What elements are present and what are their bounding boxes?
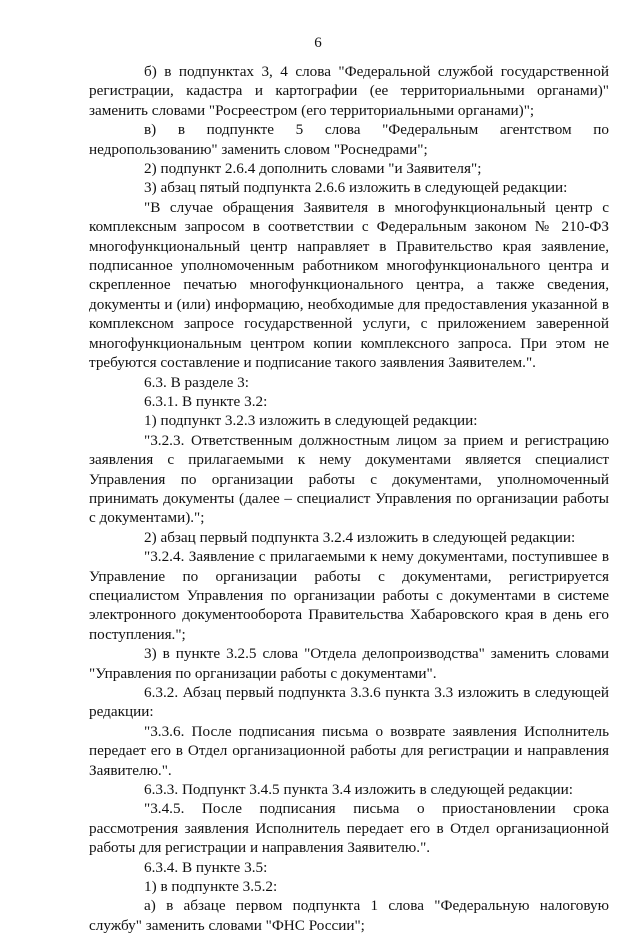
paragraph: "3.2.3. Ответственным должностным лицом за прием и регистрацию заявления с прилагаемыми к нему документами является специалист Управления по организации работы с документами, уполномоченный принимать документы (далее – специалист Управления по организации работы с документами)."; [89,431,609,527]
paragraph: "В случае обращения Заявителя в многофункциональный центр с комплексным запросом в соответствии с Федеральным законом № 210-ФЗ многофункциональный центр направляет в Правительство края заявление, подписанное уполномоченным работником многофункционального центра и скрепленное печатью многофункционального центра, а также сведения, документы и (или) информацию, необходимые для предоставления указанной в комплексном запросе государственной услуги, с приложением заверенной многофункциональным центром копии комплексного запроса. При этом не требуются составление и подписание такого заявления Заявителем.". [89,198,609,372]
paragraph: 3) в пункте 3.2.5 слова "Отдела делопроизводства" заменить словами "Управления по организации работы с документами". [89,645,609,682]
paragraph: 2) абзац первый подпункта 3.2.4 изложить в следующей редакции: [144,528,576,546]
paragraph: 2) подпункт 2.6.4 дополнить словами "и Заявителя"; [144,160,482,178]
paragraph: в) в подпункте 5 слова "Федеральным агентством по недропользованию" заменить словом "Роснедрами"; [89,121,609,158]
paragraph: 6.3.2. Абзац первый подпункта 3.3.6 пункта 3.3 изложить в следующей редакции: [89,684,609,721]
paragraph: 1) в подпункте 3.5.2: [144,878,278,896]
paragraph: а) в абзаце первом подпункта 1 слова "Федеральную налоговую службу" заменить словами "ФНС России"; [89,897,609,934]
paragraph: "3.2.4. Заявление с прилагаемыми к нему документами, поступившее в Управление по организации работы с документами, регистрируется специалистом Управления по организации работы с документами в системе электронного документооборота Правительства Хабаровского края в день его поступления."; [89,548,609,643]
paragraph: 6.3.1. В пункте 3.2: [144,392,268,410]
page-number: 6 [314,35,322,51]
paragraph: 6.3. В разделе 3: [144,373,249,391]
paragraph: б) в подпунктах 3, 4 слова "Федеральной службой государственной регистрации, кадастра и картографии (ее территориальными органами)" заменить словами "Росреестром (его территориальными органами)"; [89,63,609,119]
paragraph: "3.4.5. После подписания письма о приостановлении срока рассмотрения заявления Исполнитель передает его в Отдел организационной работы для регистрации и направления Заявителю.". [89,800,609,857]
paragraph: 3) абзац пятый подпункта 2.6.6 изложить в следующей редакции: [144,179,568,197]
paragraph: 1) подпункт 3.2.3 изложить в следующей редакции: [144,412,478,430]
paragraph: 6.3.4. В пункте 3.5: [144,858,268,876]
paragraph: 6.3.3. Подпункт 3.4.5 пункта 3.4 изложить в следующей редакции: [144,781,573,799]
paragraph: "3.3.6. После подписания письма о возврате заявления Исполнитель передает его в Отдел организационной работы для регистрации и направления Заявителю.". [89,722,609,779]
document-body [89,62,609,935]
